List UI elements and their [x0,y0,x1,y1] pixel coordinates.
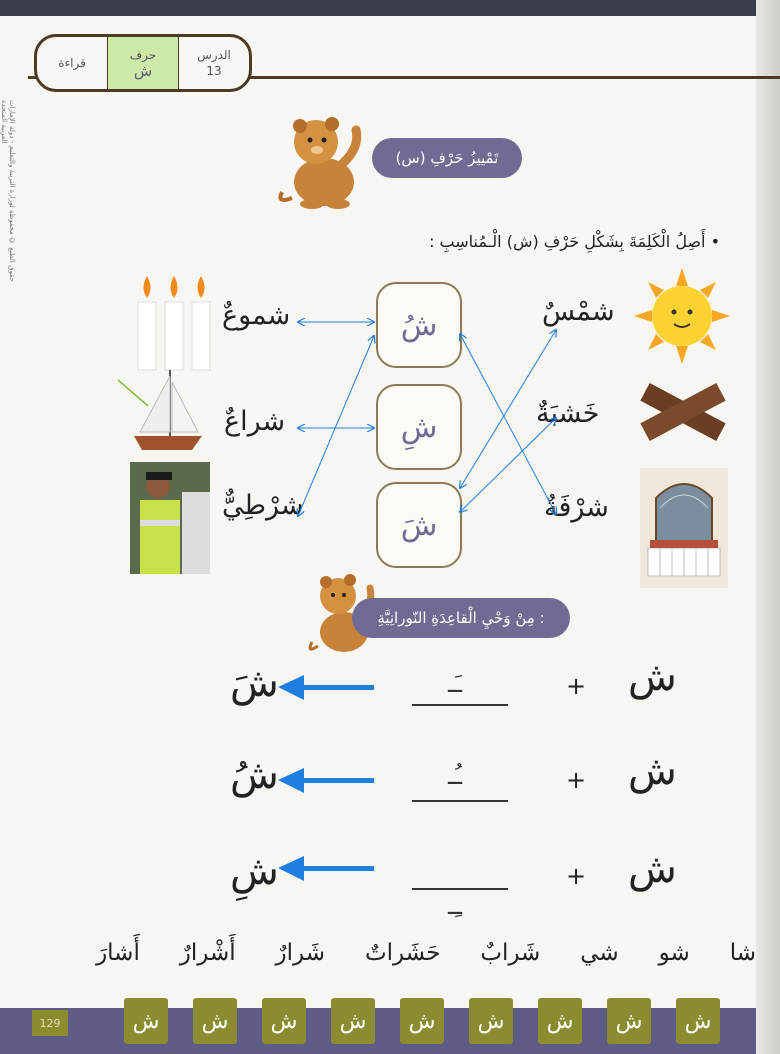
equation-3-mark: ـِـ [448,892,463,920]
practice-word: شا [729,940,756,966]
equation-3-letter: ش [628,846,677,892]
equation-1-mark: ـَـ [448,670,463,698]
letter-tile: ش [124,998,168,1044]
practice-word: حَشَراتٌ [364,940,441,966]
section2-title-pill: مِنْ وَحْيِ الْقاعِدَةِ النّورانِيَّةِ : [352,598,570,638]
right-word-3: شرْفَةٌ [544,492,609,523]
instruction-text: • أَصِلُ الْكَلِمَةَ بِشَكْلِ حَرْفِ (ش) الْـمُناسِبِ : [429,232,720,251]
letter-form-box-1[interactable]: شُ [376,282,462,368]
lesson-label: الدرس [197,48,231,62]
letter-tile: ش [676,998,720,1044]
letter-tile: ش [469,998,513,1044]
equation-1-letter: ش [628,654,677,700]
practice-word: شي [580,940,619,966]
left-word-2: شراعٌ [224,406,286,437]
equation-2-plus: + [566,766,587,794]
right-word-2: خَشبَةٌ [536,398,600,429]
right-word-1: شمْسٌ [542,296,615,327]
practice-word: شَرابٌ [480,940,541,966]
left-word-3: شرْطِيٌّ [222,490,304,521]
letter-form-box-2[interactable]: شِ [376,384,462,470]
left-word-1: شموعٌ [222,300,291,331]
lesson-number: 13 [206,64,222,78]
subject-label: قراءة [58,56,86,70]
page-number: 129 [32,1010,68,1036]
equation-1-result: شَ [230,660,279,706]
equation-2-result: شُ [230,752,279,798]
equation-3-result: شِ [230,848,279,894]
letter-value: ش [133,62,153,80]
practice-word: شَرارٌ [275,940,326,966]
letter-tile: ش [193,998,237,1044]
equation-2-letter: ش [628,748,677,794]
letter-tile: ش [607,998,651,1044]
practice-word: شو [658,940,690,966]
equation-1-blank [412,704,508,706]
letter-tile: ش [538,998,582,1044]
letter-tile: ش [262,998,306,1044]
practice-words-row [96,940,756,966]
practice-word: أَشْرارٌ [179,940,236,966]
equation-3-blank [412,888,508,890]
equation-3-plus: + [566,862,587,890]
letter-label: حرف [129,48,157,62]
equation-1-plus: + [566,672,587,700]
section-title-pill: تَمْييزُ حَرْفِ (س) [372,138,522,178]
equation-2-blank [412,800,508,802]
practice-word: أَشارَ [96,940,140,966]
letter-tile: ش [400,998,444,1044]
letter-form-box-3[interactable]: شَ [376,482,462,568]
copyright-side-note: حقوق الطبع © محفوظة لوزارة التربية والتعليم - دولة الإمارات العربية المتحدة [0,100,16,283]
letter-tile: ش [331,998,375,1044]
equation-2-mark: ـُـ [448,762,463,790]
